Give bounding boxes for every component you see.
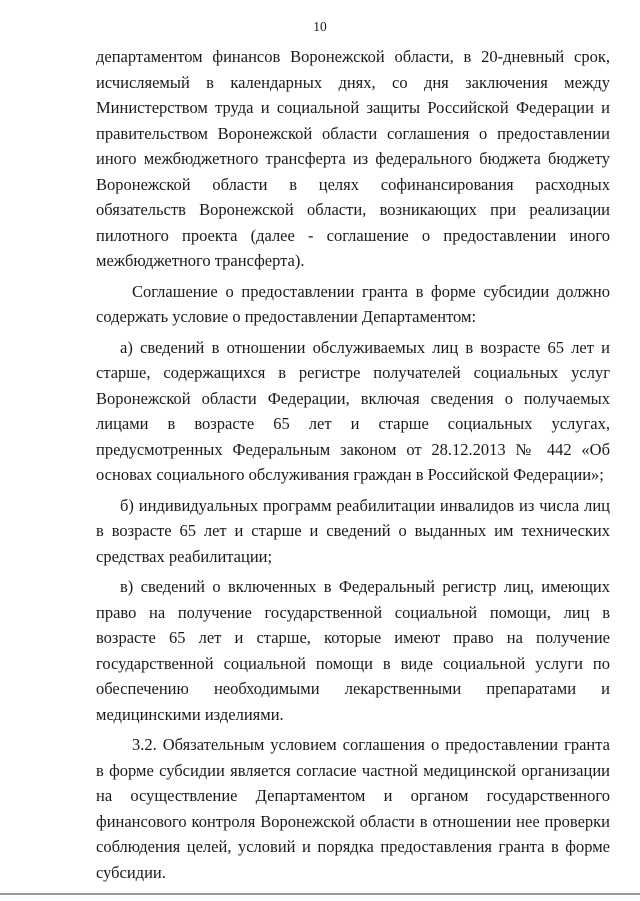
list-item-v: в) сведений о включенных в Федеральный регистр лиц, имеющих право на получение государственной социальной помощи, лиц в возрасте 65 лет и старше, которые имеют право на получение государственной социальной помощи в виде социальной услуги по обеспечению необходимыми лекарственными препаратами и медицинскими изделиями.	[96, 577, 610, 724]
document-body	[96, 44, 610, 885]
list-item-a: а) сведений в отношении обслуживаемых лиц в возрасте 65 лет и старше, содержащихся в регистре получателей социальных услуг Воронежской области Федерации, включая сведения о получаемых лицами в возрасте 65 лет и старше социальных услугах, предусмотренных Федеральным законом от 28.12.2013 № 442 «Об основах социального обслуживания граждан в Российской Федерации»;	[96, 337, 610, 484]
paragraph-3-2: 3.2. Обязательным условием соглашения о предоставлении гранта в форме субсидии является согласие частной медицинской организации на осуществление Департаментом и органом государственного финансового контроля Воронежской области в отношении нее проверки соблюдения целей, условий и порядка предоставления гранта в форме субсидии.	[96, 735, 610, 882]
paragraph-continued-subsidy-term: департаментом финансов Воронежской области, в 20-дневный срок, исчисляемый в календарных днях, со дня заключения между Министерством труда и социальной защиты Российской Федерации и правительством Воронежской области соглашения о предоставлении иного межбюджетного трансферта из федерального бюджета бюджету Воронежской области в целях софинансирования расходных обязательств Воронежской области, возникающих при реализации пилотного проекта (далее - соглашение о предоставлении иного межбюджетного трансферта).	[96, 47, 610, 270]
list-item-b: б) индивидуальных программ реабилитации инвалидов из числа лиц в возрасте 65 лет и старше и сведений о выданных им технических средствах реабилитации;	[96, 495, 610, 566]
paragraph-agreement-conditions: Соглашение о предоставлении гранта в форме субсидии должно содержать условие о предоставлении Департаментом:	[96, 281, 610, 326]
page-number: 10	[313, 19, 327, 34]
bottom-divider	[0, 893, 640, 895]
